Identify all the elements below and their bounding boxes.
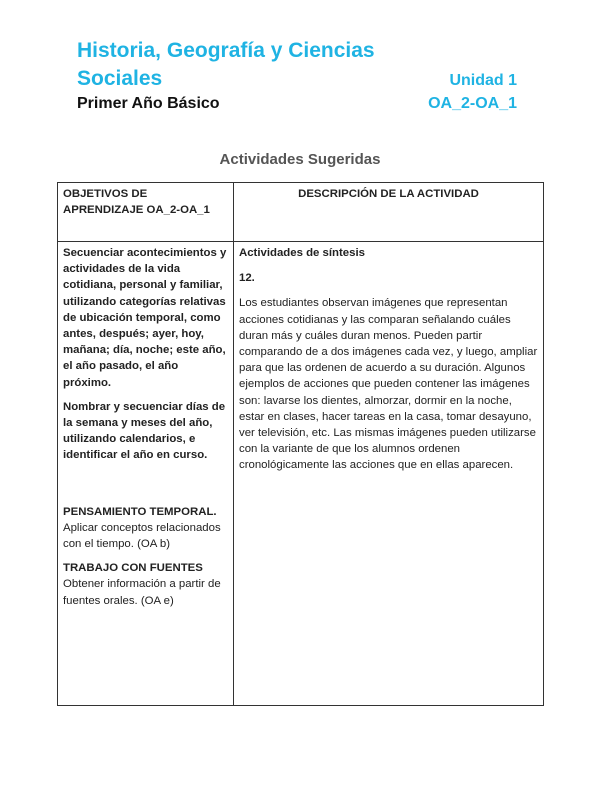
activity-column-header: DESCRIPCIÓN DE LA ACTIVIDAD	[234, 183, 544, 242]
unit-label: Unidad 1	[449, 72, 517, 89]
activity-number: 12.	[239, 272, 255, 285]
document-title-line-1: Historia, Geografía y Ciencias	[77, 39, 375, 62]
skill-temporal	[63, 504, 228, 553]
objective-text-1: Secuenciar acontecimientos y actividades de la vida cotidiana, personal y familiar, utilizando categorías relativas de ubicación temporal, como antes, después; ayer, hoy, mañana; día, noche; este año, el año pasado, el año próximo.	[63, 247, 227, 389]
skill-sources-label: TRABAJO CON FUENTES	[63, 562, 203, 575]
skill-temporal-label: PENSAMIENTO TEMPORAL.	[63, 505, 217, 518]
document-title-line-2: Sociales	[77, 67, 163, 90]
skill-sources-text: Obtener información a partir de fuentes orales. (OA e)	[63, 578, 221, 607]
oa-code-label: OA_2-OA_1	[428, 95, 517, 112]
objective-text-2: Nombrar y secuenciar días de la semana y meses del año, utilizando calendarios, e identificar el año en curso.	[63, 400, 226, 462]
objectives-column-header: OBJETIVOS DE APRENDIZAJE OA_2-OA_1	[58, 183, 234, 242]
activity-cell	[234, 242, 544, 706]
table-body-row	[58, 242, 544, 706]
objectives-cell	[58, 242, 234, 706]
activity-title: Actividades de síntesis	[239, 247, 365, 259]
section-title: Actividades Sugeridas	[219, 151, 381, 168]
activity-description: Los estudiantes observan imágenes que representan acciones cotidianas y las comparan señalando cuáles duran más y cuáles duran menos. Pueden partir comparando de a dos imágenes cada vez, y luego, ampliar para que las ordenen de acuerdo a su duración. Algunos ejemplos de acciones que pueden contener las imágenes son: lavarse los dientes, almorzar, dormir en la noche, estar en clases, hacer tareas en la casa, tomar desayuno, ver televisión, etc. Las mismas imágenes pueden utilizarse con la variante de que los alumnos ordenen cronológicamente las acciones que en ellas aparecen.	[239, 297, 538, 472]
table-header-row	[58, 183, 544, 242]
activities-table	[57, 182, 544, 706]
grade-label: Primer Año Básico	[77, 95, 220, 112]
skill-temporal-text: Aplicar conceptos relacionados con el tiempo. (OA b)	[63, 521, 221, 551]
